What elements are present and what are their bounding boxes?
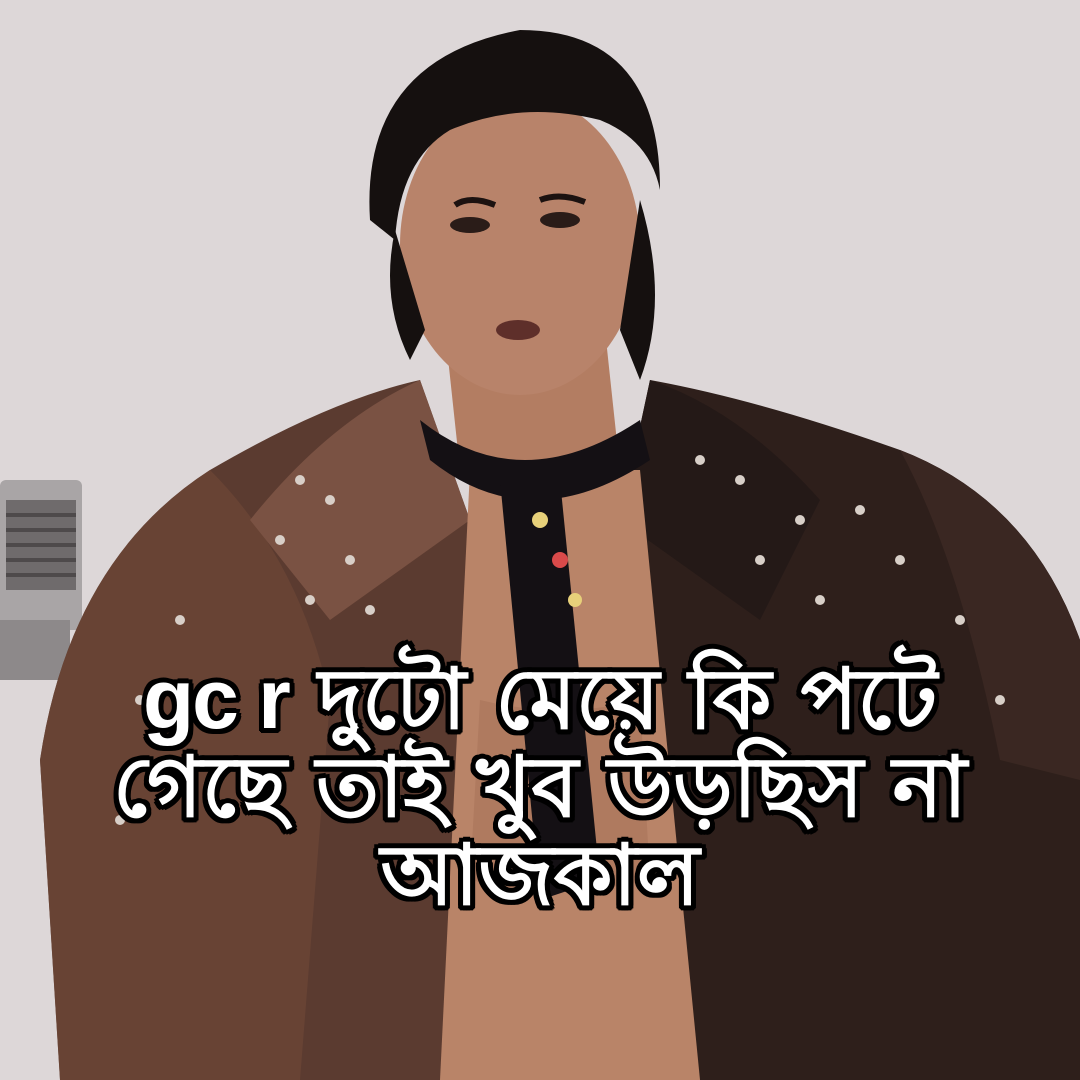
caption-line-2: গেছে তাই খুব উড়ছিস না — [112, 738, 968, 836]
caption-line-1 — [20, 650, 1060, 748]
caption-line-1-text: দুটো মেয়ে কি পটে — [318, 650, 938, 748]
caption-line-3: আজকাল — [380, 826, 700, 924]
meme-caption — [20, 650, 1060, 924]
caption-prefix: gc r — [142, 652, 289, 746]
